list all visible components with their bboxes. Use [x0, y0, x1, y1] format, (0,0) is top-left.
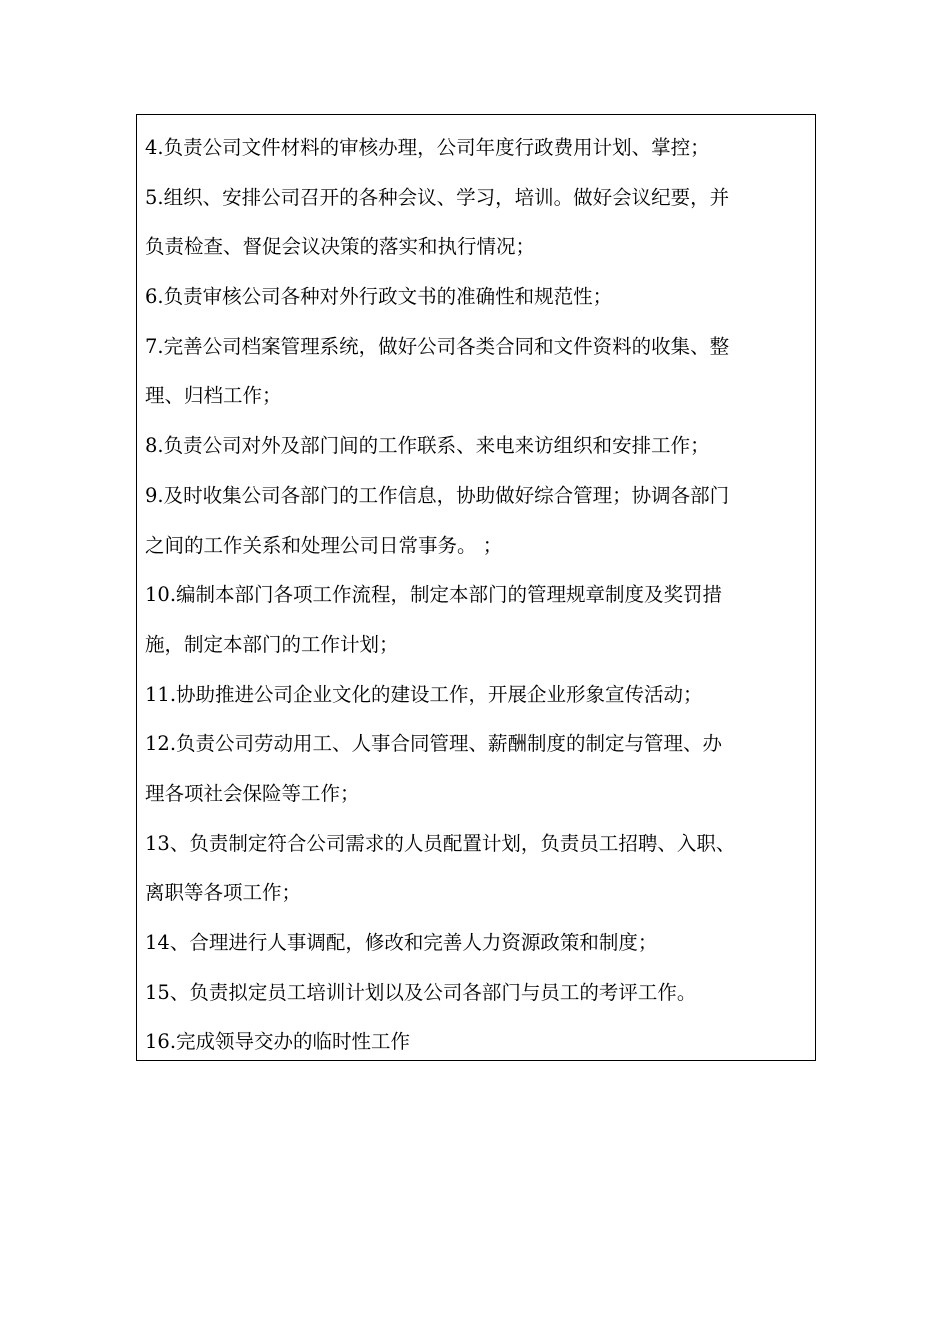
duty-line: 8.负责公司对外及部门间的工作联系、来电来访组织和安排工作； [145, 434, 710, 458]
duty-line: 4.负责公司文件材料的审核办理，公司年度行政费用计划、掌控； [145, 136, 710, 159]
duty-line: 11.协助推进公司企业文化的建设工作，开展企业形象宣传活动； [145, 682, 703, 706]
duty-line: 负责检查、督促会议决策的落实和执行情况； [145, 235, 536, 259]
duty-line: 理各项社会保险等工作； [145, 781, 360, 805]
duty-line: 离职等各项工作； [145, 881, 302, 905]
duty-line: 9.及时收集公司各部门的工作信息，协助做好综合管理；协调各部门 [145, 483, 730, 507]
duty-line: 13、负责制定符合公司需求的人员配置计划，负责员工招聘、入职、 [145, 831, 736, 855]
duty-line: 14、合理进行人事调配，修改和完善人力资源政策和制度； [145, 931, 658, 954]
duty-line: 7.完善公司档案管理系统，做好公司各类合同和文件资料的收集、整 [145, 334, 730, 358]
duty-line: 10.编制本部门各项工作流程，制定本部门的管理规章制度及奖罚措 [145, 583, 723, 607]
duty-line: 之间的工作关系和处理公司日常事务。 ； [145, 533, 503, 557]
duty-line: 6.负责审核公司各种对外行政文书的准确性和规范性； [145, 285, 613, 309]
duty-line: 16.完成领导交办的临时性工作 [145, 1030, 411, 1054]
duties-table-cell [136, 114, 816, 1061]
duty-line: 理、归档工作； [145, 384, 282, 408]
duty-line: 15、负责拟定员工培训计划以及公司各部门与员工的考评工作。 [145, 980, 697, 1004]
duty-line: 施，制定本部门的工作计划； [145, 632, 399, 656]
duty-line: 12.负责公司劳动用工、人事合同管理、薪酬制度的制定与管理、办 [145, 732, 723, 756]
duty-line: 5.组织、安排公司召开的各种会议、学习，培训。做好会议纪要，并 [145, 185, 730, 209]
